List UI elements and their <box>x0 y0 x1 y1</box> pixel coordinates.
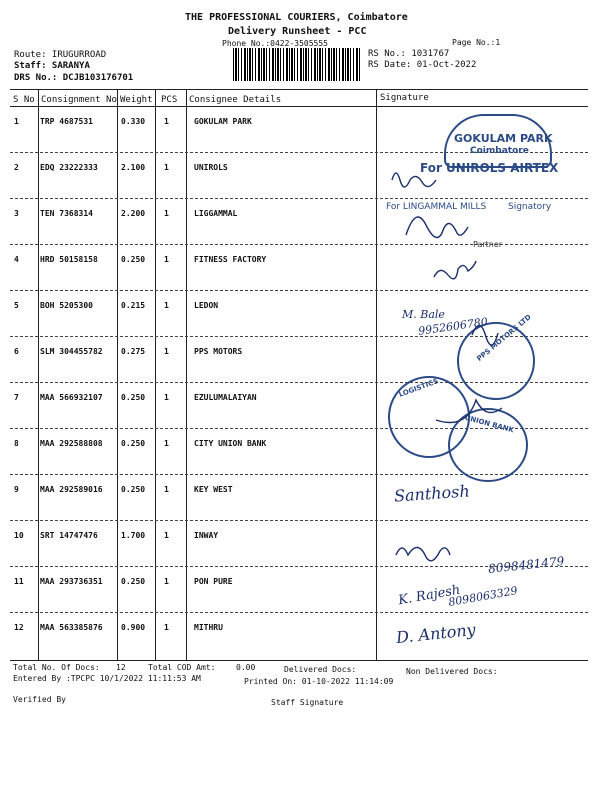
row12-handwritten-name: D. Antony <box>395 619 477 648</box>
row-consignee: PON PURE <box>194 577 233 586</box>
row9-handwritten-name: Santhosh <box>393 481 471 506</box>
col-header-signature: Signature <box>380 93 429 103</box>
row-weight: 0.250 <box>121 485 146 494</box>
row2-signature <box>392 173 436 187</box>
row-weight: 0.250 <box>121 393 146 402</box>
signatory-stamp-text: Signatory <box>508 202 552 212</box>
row3-signature <box>406 217 468 238</box>
row-weight: 0.250 <box>121 577 146 586</box>
row-consignment-no: SLM 304455782 <box>40 347 103 356</box>
row-sno: 10 <box>14 531 24 540</box>
row-pcs: 1 <box>164 485 169 494</box>
row-pcs: 1 <box>164 163 169 172</box>
partner-text: Partner <box>473 240 503 249</box>
row-weight: 0.215 <box>121 301 146 310</box>
row-weight: 0.330 <box>121 117 146 126</box>
row5-handwritten-name: M. Bale <box>402 308 445 321</box>
total-cod-value: 0.00 <box>236 663 256 672</box>
row-weight: 0.275 <box>121 347 146 356</box>
row-consignee: EZULUMALAIYAN <box>194 393 257 402</box>
staff: Staff: SARANYA <box>14 61 90 71</box>
row-consignment-no: MAA 292588808 <box>40 439 103 448</box>
total-docs-label: Total No. Of Docs: <box>13 663 100 672</box>
row-consignment-no: MAA 566932107 <box>40 393 103 402</box>
row-pcs: 1 <box>164 623 169 632</box>
row-sno: 2 <box>14 163 19 172</box>
row-sno: 8 <box>14 439 19 448</box>
delivered-docs-label: Delivered Docs: <box>284 665 357 674</box>
row-consignee: INWAY <box>194 531 219 540</box>
row-pcs: 1 <box>164 577 169 586</box>
row-pcs: 1 <box>164 301 169 310</box>
staff-signature-label: Staff Signature <box>271 698 344 707</box>
col-divider <box>186 89 187 660</box>
row-weight: 2.100 <box>121 163 146 172</box>
row8-signature <box>436 400 502 423</box>
row-sno: 6 <box>14 347 19 356</box>
phone-number: Phone No.:0422-3505555 <box>222 39 328 48</box>
row4-signature <box>434 261 476 279</box>
col-header-consignee: Consignee Details <box>189 95 282 105</box>
row-sno: 12 <box>14 623 24 632</box>
row-consignee: GOKULAM PARK <box>194 117 252 126</box>
row-consignment-no: BOH 5205300 <box>40 301 93 310</box>
row-sno: 11 <box>14 577 24 586</box>
verified-by: Verified By <box>13 695 66 704</box>
entered-by: Entered By :TPCPC 10/1/2022 11:11:53 AM <box>13 674 201 683</box>
row-consignee: LIGGAMMAL <box>194 209 238 218</box>
rs-date: RS Date: 01-Oct-2022 <box>368 60 477 70</box>
page-number: Page No.:1 <box>452 38 501 47</box>
row-consignment-no: TEN 7368314 <box>40 209 93 218</box>
row-weight: 0.250 <box>121 439 146 448</box>
col-header-sno: S No <box>13 95 35 105</box>
row-consignee: UNIROLS <box>194 163 228 172</box>
total-cod-label: Total COD Amt: <box>148 663 216 672</box>
row-pcs: 1 <box>164 393 169 402</box>
col-divider <box>38 89 39 660</box>
row-consignment-no: EDQ 23222333 <box>40 163 98 172</box>
col-header-consignment: Consignment No <box>41 95 117 105</box>
row10-handwritten-phone: 8098481479 <box>487 554 565 576</box>
row-consignee: CITY UNION BANK <box>194 439 267 448</box>
row-pcs: 1 <box>164 255 169 264</box>
non-delivered-docs-label: Non Delivered Docs: <box>406 667 498 676</box>
row-weight: 2.200 <box>121 209 146 218</box>
row-pcs: 1 <box>164 117 169 126</box>
row-consignment-no: SRT 14747476 <box>40 531 98 540</box>
row-consignee: FITNESS FACTORY <box>194 255 267 264</box>
row-consignment-no: MAA 293736351 <box>40 577 103 586</box>
coimbatore-stamp-text: Coimbatore <box>470 146 529 156</box>
col-divider <box>155 89 156 660</box>
barcode <box>233 48 360 81</box>
row-consignee: PPS MOTORS <box>194 347 243 356</box>
row-consignee: KEY WEST <box>194 485 233 494</box>
row-weight: 1.700 <box>121 531 146 540</box>
lingammal-stamp-text: For LINGAMMAL MILLS <box>386 202 487 212</box>
row-pcs: 1 <box>164 347 169 356</box>
row-consignment-no: MAA 563385876 <box>40 623 103 632</box>
row10-signature <box>396 547 450 560</box>
row-sno: 5 <box>14 301 19 310</box>
row-sno: 7 <box>14 393 19 402</box>
row-weight: 0.250 <box>121 255 146 264</box>
company-name: THE PROFESSIONAL COURIERS, Coimbatore <box>185 12 408 23</box>
row-sno: 1 <box>14 117 19 126</box>
row11-handwritten-name: K. Rajesh <box>397 582 462 609</box>
drs-number: DRS No.: DCJB103176701 <box>14 73 134 83</box>
row-sno: 3 <box>14 209 19 218</box>
row-consignee: LEDON <box>194 301 219 310</box>
row-consignment-no: MAA 292589016 <box>40 485 103 494</box>
logistics-stamp-text: LOGISTICS <box>397 377 440 399</box>
table-top-line <box>10 89 588 90</box>
document-title: Delivery Runsheet - PCC <box>228 26 367 37</box>
col-header-weight: Weight <box>120 95 153 105</box>
row-consignment-no: TRP 4687531 <box>40 117 93 126</box>
col-divider <box>117 89 118 660</box>
row-pcs: 1 <box>164 209 169 218</box>
union-bank-stamp-text: UNION BANK <box>463 413 515 435</box>
signature-scribbles <box>376 105 588 660</box>
row-sno: 4 <box>14 255 19 264</box>
col-header-pcs: PCS <box>161 95 178 105</box>
row5-handwritten-phone: 9952606780 <box>417 315 489 338</box>
rs-number: RS No.: 1031767 <box>368 49 450 59</box>
row11-handwritten-phone: 8098063329 <box>447 584 519 609</box>
route: Route: IRUGURROAD <box>14 50 107 60</box>
row-sno: 9 <box>14 485 19 494</box>
gokulam-stamp-text: GOKULAM PARK <box>454 132 553 145</box>
pps-stamp-text: PPS MOTORS LTD <box>475 313 533 363</box>
total-docs-value: 12 <box>116 663 126 672</box>
unirols-stamp-text: For UNIROLS AIRTEX <box>420 161 559 175</box>
row-consignee: MITHRU <box>194 623 223 632</box>
printed-on: Printed On: 01-10-2022 11:14:09 <box>244 677 394 686</box>
row-consignment-no: HRD 50158158 <box>40 255 98 264</box>
row-pcs: 1 <box>164 439 169 448</box>
table-bottom-line <box>10 660 588 661</box>
row-weight: 0.900 <box>121 623 146 632</box>
row6-signature <box>472 325 498 345</box>
row-pcs: 1 <box>164 531 169 540</box>
